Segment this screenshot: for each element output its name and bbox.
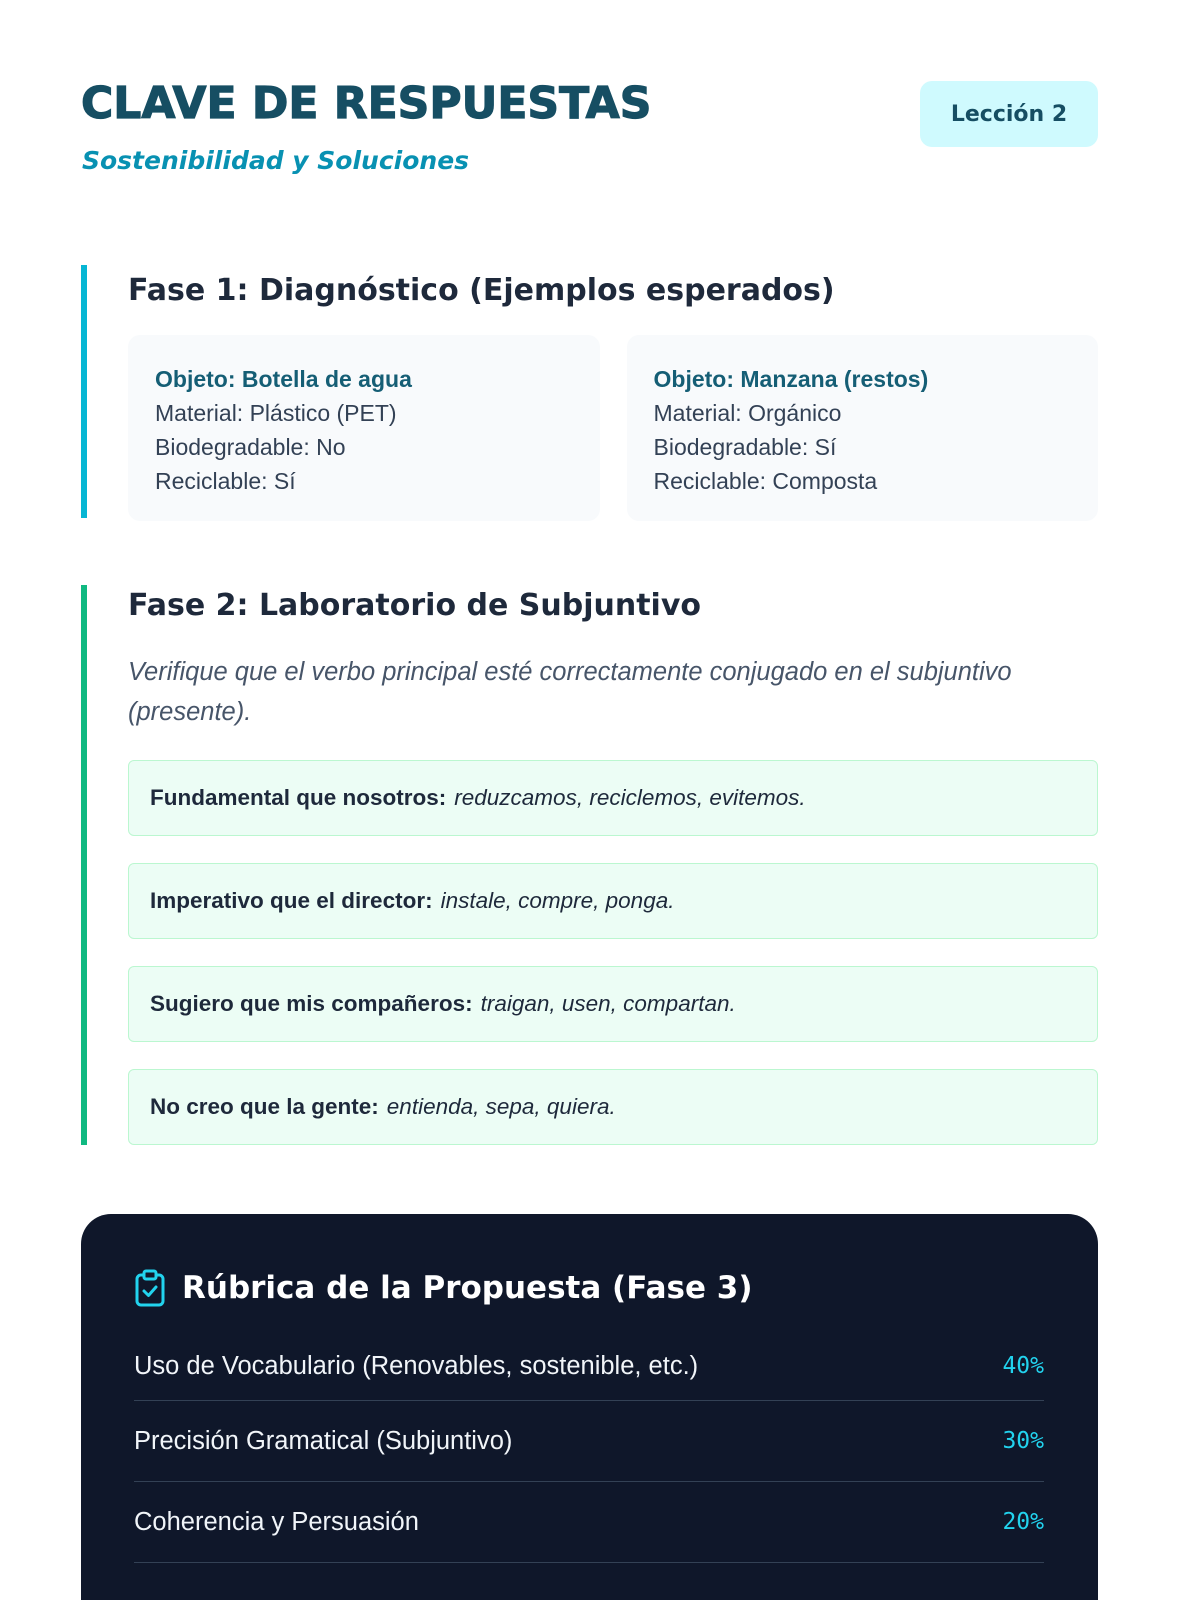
rubric-item bbox=[134, 1332, 1044, 1401]
rubric-criterion: Coherencia y Persuasión bbox=[134, 1507, 419, 1536]
answer-verbs: entienda, sepa, quiera. bbox=[386, 1094, 616, 1119]
card-biodegradable: Biodegradable: Sí bbox=[653, 434, 837, 460]
clipboard-check-icon bbox=[134, 1269, 166, 1307]
rubric-weight: 20% bbox=[1002, 1509, 1044, 1535]
answer-prompt: No creo que la gente: bbox=[150, 1094, 379, 1119]
rubric-weight: 30% bbox=[1002, 1428, 1044, 1454]
rubric-header bbox=[134, 1258, 1044, 1318]
card-biodegradable: Biodegradable: No bbox=[155, 434, 346, 460]
rubric-weight: 40% bbox=[1002, 1353, 1044, 1379]
answer-verbs: instale, compre, ponga. bbox=[440, 888, 675, 913]
answer-row bbox=[128, 863, 1098, 939]
rubric-list bbox=[134, 1332, 1044, 1563]
answer-row bbox=[128, 760, 1098, 836]
rubric-criterion: Uso de Vocabulario (Renovables, sostenible, etc.) bbox=[134, 1351, 699, 1380]
rubric-panel bbox=[81, 1214, 1098, 1600]
card-recyclable: Reciclable: Sí bbox=[155, 468, 296, 494]
lesson-badge: Lección 2 bbox=[920, 81, 1098, 147]
answer-prompt: Sugiero que mis compañeros: bbox=[150, 991, 473, 1016]
phase-1-section bbox=[81, 265, 1098, 518]
phase-2-note: Verifique que el verbo principal esté correctamente conjugado en el subjuntivo (presente). bbox=[128, 658, 1012, 726]
card-recyclable: Reciclable: Composta bbox=[653, 468, 878, 494]
card-object: Objeto: Manzana (restos) bbox=[653, 366, 929, 392]
phase-2-title: Fase 2: Laboratorio de Subjuntivo bbox=[128, 588, 702, 623]
phase-1-title: Fase 1: Diagnóstico (Ejemplos esperados) bbox=[128, 273, 835, 308]
rubric-item bbox=[134, 1482, 1044, 1563]
page-header bbox=[81, 0, 1098, 265]
diagnosis-card bbox=[627, 335, 1099, 521]
rubric-criterion: Precisión Gramatical (Subjuntivo) bbox=[134, 1426, 513, 1455]
rubric-item bbox=[134, 1401, 1044, 1482]
diagnosis-card bbox=[128, 335, 600, 521]
answer-verbs: reduzcamos, reciclemos, evitemos. bbox=[454, 785, 806, 810]
page-subtitle: Sostenibilidad y Soluciones bbox=[82, 146, 470, 175]
rubric-title: Rúbrica de la Propuesta (Fase 3) bbox=[182, 1270, 753, 1306]
answer-prompt: Fundamental que nosotros: bbox=[150, 785, 447, 810]
answer-row bbox=[128, 1069, 1098, 1145]
page-title: CLAVE DE RESPUESTAS bbox=[81, 78, 652, 129]
card-object: Objeto: Botella de agua bbox=[155, 366, 412, 392]
answer-row bbox=[128, 966, 1098, 1042]
phase-2-section bbox=[81, 585, 1098, 1145]
card-material: Material: Orgánico bbox=[653, 400, 842, 426]
card-material: Material: Plástico (PET) bbox=[155, 400, 397, 426]
subjunctive-answers bbox=[128, 760, 1098, 1145]
answer-prompt: Imperativo que el director: bbox=[150, 888, 433, 913]
diagnosis-cards bbox=[128, 335, 1098, 521]
answer-verbs: traigan, usen, compartan. bbox=[480, 991, 736, 1016]
